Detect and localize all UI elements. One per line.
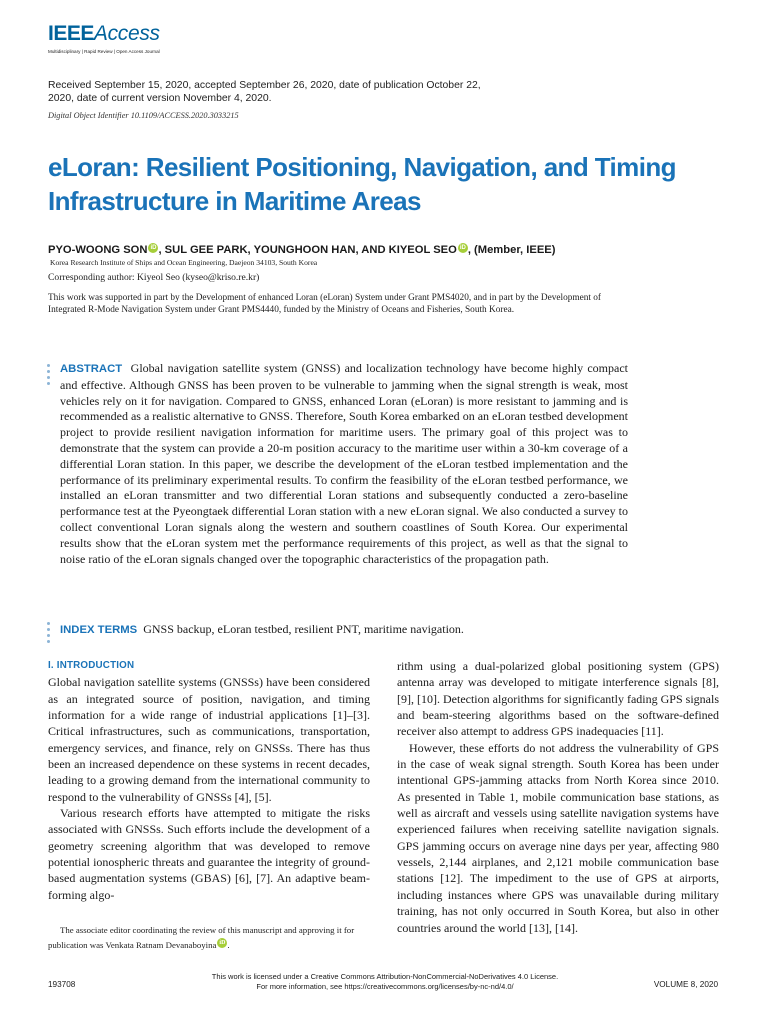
author-first: PYO-WOONG SON (48, 244, 148, 256)
logo-ieee-text: IEEE (48, 22, 94, 45)
index-terms-marker-icon (47, 622, 51, 646)
abstract-label: ABSTRACT (60, 363, 123, 375)
body-paragraph: rithm using a dual-polarized global positioning system (GPS) antenna array was developed to mitigate interference signals [8], [9], [10]. Detection algorithms for significantly fading GPS signals and beam-steering algorithms based on the software-defined receiver also attempt to address GPS inadequacies [11]. (397, 659, 719, 739)
index-terms-label: INDEX TERMS (60, 624, 138, 636)
body-column-right (397, 658, 719, 936)
section-heading: I. INTRODUCTION (48, 660, 135, 671)
abstract-marker-icon (47, 364, 51, 388)
page-number: 193708 (48, 980, 76, 989)
affiliation: Korea Research Institute of Ships and Ocean Engineering, Daejeon 34103, South Korea (50, 258, 318, 267)
footnote-text: The associate editor coordinating the review of this manuscript and approving it for publication was Venkata Ratnam Devanaboyina (48, 925, 355, 950)
corresponding-author: Corresponding author: Kiyeol Seo (kyseo@kriso.re.kr) (48, 272, 260, 283)
orcid-icon[interactable]: iD (219, 940, 226, 946)
body-paragraph: Global navigation satellite systems (GNSSs) have been considered as an integrated source of position, navigation, and timing information for a wide range of industrial applications [1]–[3]. Critical infrastructures, such as communications, transportation, emergency services, and finance, rely on GNSSs. There has thus been an increased dependence on these systems in recent decades, leading to a growing demand from the international community to respond to the vulnerability of GNSSs [4], [5]. (48, 675, 370, 804)
orcid-icon[interactable]: iD (459, 245, 466, 251)
received-dates: Received September 15, 2020, accepted September 26, 2020, date of publication October 22, 2020, date of current version November 4, 2020. (48, 80, 481, 104)
body-column-left (48, 658, 370, 903)
index-terms (60, 622, 660, 639)
abstract (60, 361, 628, 567)
index-terms-text: GNSS backup, eLoran testbed, resilient PNT, maritime navigation. (143, 622, 464, 636)
editor-footnote: The associate editor coordinating the review of this manuscript and approving it for publication was Venkata Ratnam Devanaboyina iD . (48, 925, 355, 950)
license-notice (150, 972, 620, 992)
author-rest: , SUL GEE PARK, YOUNGHOON HAN, AND KIYEOL SEO (158, 244, 457, 256)
body-paragraph: Various research efforts have attempted to mitigate the risks associated with GNSSs. Such efforts include the development of a geometry screening algorithm that was developed to remove potential ionospheric threats and guarantee the integrity of ground-based augmentation systems (GBAS) [6], [7]. An adaptive beam-forming algo- (48, 806, 370, 902)
author-membership: , (Member, IEEE) (467, 244, 556, 256)
volume-label: VOLUME 8, 2020 (653, 980, 718, 989)
author-list (48, 243, 728, 256)
abstract-text: Global navigation satellite system (GNSS) and localization technology have become highly compact and effective. Although GNSS has been proven to be vulnerable to jamming when the signal strength is weak, most vehicles rely on it for navigation. Compared to GNSS, enhanced Loran (eLoran) is more resistant to jamming and is recommended as a realistic alternative to GNSS. Therefore, South Korea embarked on an eLoran testbed development project to provide resilient navigation information for maritime users. The primary goal of this project was to demonstrate that the system can provide a 20-m position accuracy to the maritime user within a 30-km coverage of a differential Loran station. In this paper, we describe the development of the eLoran testbed implementation and the performance of its preliminary experimental results. To confirm the feasibility of the eLoran testbed performance, we installed an eLoran transmitter and two differential Loran stations and subsequently conducted a zero-baseline performance test at the Pyeongtaek differential Loran station with a new eLoran signal. We also conducted a survey to collect conventional Loran signals along the western and southern coastlines of South Korea. Our experimental results show that the eLoran system met the performance requirements of this project, as well as that the signal to noise ratio of the eLoran signals changed over the topographic characteristics of the propagation path. (60, 361, 628, 566)
funding-statement: This work was supported in part by the Development of enhanced Loran (eLoran) System under Grant PMS4020, and in part by the Development of Integrated R-Mode Navigation System under Grant PMS4440, funded by the Ministry of Oceans and Fisheries, South Korea. (48, 293, 602, 316)
license-link[interactable]: For more information, see https://creativecommons.org/licenses/by-nc-nd/4.0/ (256, 982, 514, 991)
logo-access-text: Access (93, 22, 160, 45)
logo-tagline: Multidisciplinary | Rapid Review | Open Access Journal (48, 49, 160, 54)
body-paragraph: However, these efforts do not address the vulnerability of GPS in the case of weak signal strength. South Korea has been under intentional GPS-jamming attacks from North Korea since 2010. As presented in Table 1, mobile communication base stations, as well as aircraft and vessels using satellite navigation systems have experienced failures when receiving satellite navigation signals. GPS jamming occurs on average nine days per year, affecting 980 vessels, 2,144 airplanes, and 2,121 mobile communication base stations [12]. The impediment to the use of GPS at airports, including instances where GPS was unavailable during military training, has not only occurred in South Korea, but also in other countries around the world [13], [14]. (397, 740, 719, 935)
orcid-icon[interactable]: iD (150, 245, 157, 251)
license-line: This work is licensed under a Creative Commons Attribution-NonCommercial-NoDerivatives 4.0 License. (211, 972, 559, 981)
paper-title: eLoran: Resilient Positioning, Navigation, and Timing Infrastructure in Maritime Areas (48, 152, 676, 216)
doi-line: Digital Object Identifier 10.1109/ACCESS.2020.3033215 (48, 111, 239, 120)
journal-logo (48, 22, 160, 54)
